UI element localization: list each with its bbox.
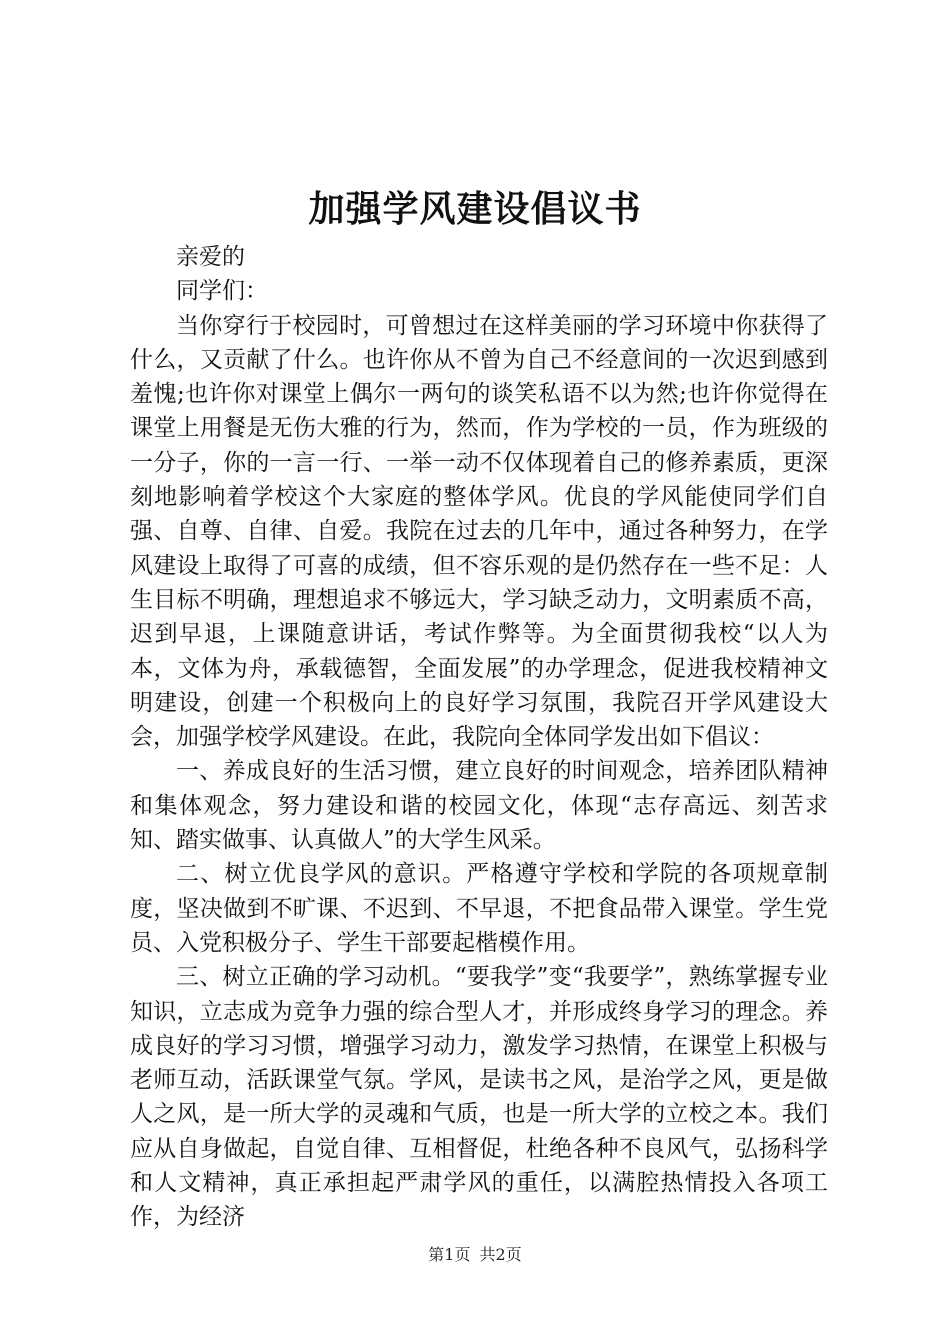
document-title: 加强学风建设倡议书 bbox=[308, 188, 642, 230]
paragraph-proposal-2: 二、树立优良学风的意识。严格遵守学校和学院的各项规章制度，坚决做到不旷课、不迟到、不早退，不把食品带入课堂。学生党员、入党积极分子、学生干部要起楷模作用。 bbox=[130, 861, 828, 956]
salutation-line-2: 同学们： bbox=[176, 278, 268, 305]
salutation-line-1: 亲爱的 bbox=[176, 244, 245, 270]
page-footer bbox=[0, 1244, 950, 1266]
paragraph-intro: 当你穿行于校园时，可曾想过在这样美丽的学习环境中你获得了什么，又贡献了什么。也许你从不曾为自己不经意间的一次迟到感到羞愧;也许你对课堂上偶尔一两句的谈笑私语不以为然;也许你觉得在课堂上用餐是无伤大雅的行为，然而，作为学校的一员，作为班级的一分子，你的一言一行、一举一动不仅体现着自己的修养素质，更深刻地影响着学校这个大家庭的整体学风。优良的学风能使同学们自强、自尊、自律、自爱。我院在过去的几年中，通过各种努力，在学风建设上取得了可喜的成绩，但不容乐观的是仍然存在一些不足：人生目标不明确，理想追求不够远大，学习缺乏动力，文明素质不高，迟到早退，上课随意讲话，考试作弊等。为全面贯彻我校“以人为本，文体为舟，承载德智，全面发展”的办学理念，促进我校精神文明建设，创建一个积极向上的良好学习氛围，我院召开学风建设大会，加强学校学风建设。在此，我院向全体同学发出如下倡议： bbox=[130, 312, 828, 751]
document-body bbox=[130, 240, 828, 1235]
paragraph-proposal-3: 三、树立正确的学习动机。“要我学”变“我要学”，熟练掌握专业知识，立志成为竞争力强的综合型人才，并形成终身学习的理念。养成良好的学习习惯，增强学习动力，激发学习热情，在课堂上积极与老师互动，活跃课堂气氛。学风，是读书之风，是治学之风，更是做人之风，是一所大学的灵魂和气质，也是一所大学的立校之本。我们应从自身做起，自觉自律、互相督促，杜绝各种不良风气，弘扬科学和人文精神，真正承担起严肃学风的重任，以满腔热情投入各项工作，为经济 bbox=[130, 964, 828, 1231]
paragraph-proposal-1: 一、养成良好的生活习惯，建立良好的时间观念，培养团队精神和集体观念，努力建设和谐的校园文化，体现“志存高远、刻苦求知、踏实做事、认真做人”的大学生风采。 bbox=[130, 758, 828, 854]
page-total: 共2页 bbox=[479, 1245, 522, 1264]
page-number: 第1页 bbox=[428, 1245, 471, 1264]
